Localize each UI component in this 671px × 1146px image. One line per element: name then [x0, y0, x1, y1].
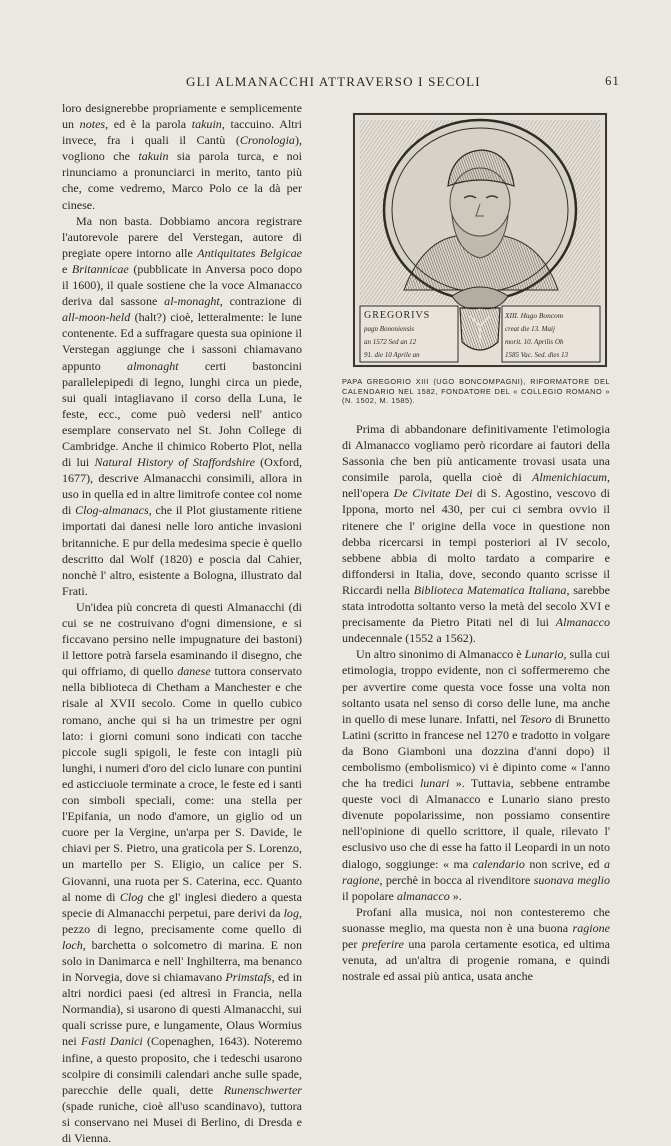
italic-run: Biblioteca Matematica Italiana — [413, 582, 567, 597]
paragraph — [342, 421, 610, 646]
italic-run: Runenschwerter — [223, 1082, 302, 1097]
inscription-line: 1585 Vac. Sed. dies 13 — [505, 351, 568, 359]
italic-run: Clog — [119, 889, 144, 904]
italic-run: Almanacco — [555, 615, 610, 630]
text-run: per — [342, 937, 362, 951]
paragraph — [62, 100, 302, 213]
italic-run: preferire — [361, 937, 404, 951]
italic-run: Fasti Danici — [80, 1034, 143, 1049]
text-run: (Oxford, 1677), descrive Almanacchi consimili, allora in uso in quella ed in altre limitrofe contee col nome di — [62, 455, 302, 518]
italic-run: log — [283, 905, 299, 920]
text-run: , nell'opera — [342, 470, 610, 501]
italic-run: De Civitate Dei — [393, 486, 473, 501]
text-run: , ed è la parola — [105, 117, 192, 132]
running-head-title: GLI ALMANACCHI ATTRAVERSO I SECOLI — [186, 74, 481, 89]
text-run: Un'idea più concreta di questi Almanacchi (di cui se ne costruivano d'ogni dimensione, e si ficcavano persino nelle impugnature dei bastoni) il lettore potrà farsela esaminando il disegno, che qui offriamo, di quello — [62, 599, 302, 679]
portrait-engraving — [352, 112, 608, 368]
text-run: , barchetta o solcometro di marina. E non solo in Danimarca e nell' Inghilterra, ma benanco in Norvegia, dove si chiamavano — [62, 937, 302, 985]
text-run: sia parola turca, e noi rinunciamo a pronunciarci in merito, tanto più che, come vedremo, Marco Polo ce la dà per cinese. — [62, 149, 303, 212]
inscription-line: GREGORIVS — [364, 310, 431, 321]
inscription-line: 91. die 10 Aprile an — [364, 351, 420, 359]
italic-run: takuin — [191, 117, 222, 132]
text-run: , sulla cui etimologia, troppo evidente, non ci soffermeremo che per avvertire come questa voce fosse una volta non soltanto usata nel senso di corso delle lune, ma anche in quello di mese lunare. Infatti, nel — [342, 647, 610, 726]
italic-run: suonava meglio — [533, 872, 611, 887]
inscription-line: pagn Bononiensis — [364, 325, 414, 333]
text-run: tuttora conservato nella biblioteca di Chetham a Manchester e che risale al XVII secolo. Come in quello cubico romano, anche qui si ha un trimestre per ogni lato: i giorni comuni sono indicati con tacche piccole sugli spigoli, le feste con intagli più lunghi, i numeri d'oro del ciclo lunare con puntini ed asticciuole terminate a croce, le feste ed i santi con simboli speciali, come: una stella per l'Epifania, un nodo d'amore, un giglio od un cuore per la Vergine, un'arpa per S. Davide, le chiavi per S. Pietro, una graticola per S. Lorenzo, un martello per S. Eligio, un calice per S. Giovanni, una ruota per S. Caterina, ecc. Quanto al nome di — [62, 664, 302, 904]
text-run: , pezzo di legno, precisamente come quello di — [62, 905, 302, 936]
italic-run: Cronologia — [239, 133, 295, 148]
italic-run: Almenichiacum — [532, 470, 607, 485]
text-run: Prima di abbandonare definitivamente l'etimologia di Almanacco vogliamo però ricordare ai fautori della Sassonia che ben più anticamente trovasi usata una consimile parola, quella cioè di — [342, 422, 610, 485]
italic-run: takuin — [138, 149, 169, 164]
page-number: 61 — [605, 74, 620, 88]
italic-run: loch — [62, 937, 83, 952]
italic-run: notes — [79, 117, 106, 132]
text-run: certi bastoncini parallelepipedi di legno, lunghi circa un piede, sui quali intagliavano il corso della Luna, le feste, ecc., come può vedersi nell' antico esemplare conservato nel St. John College di Cambridge. Anche il chimico Roberto Plot, nella di lui — [62, 358, 302, 470]
italic-run: almanacco — [396, 888, 450, 903]
text-run: , che il Plot giustamente ritiene importati dai danesi nelle loro antiche invasioni britanniche. E pur della medesima specie è quello descritto dal Wolf (1820) e poscia dal Cahier, nonchè l' altro, esistente a Bologna, illustrato dal Frati. — [62, 503, 302, 598]
italic-run: Natural History of Staffordshire — [94, 455, 255, 470]
italic-run: Clog-almanacs — [75, 503, 149, 518]
text-run: (Copenaghen, 1643). Noteremo infine, a questo proposito, che i tedeschi usarono scolpire di consimili calendari anche sulle spade, parecchie delle quali, dette — [62, 1034, 303, 1097]
text-run: (halt?) cioè, letteralmente: le lune contenente. Ed a suffragare questa sua opinione il Verstegan aggiunge che i sassoni chiamavano appunto — [62, 310, 302, 373]
text-run: , taccuino. Altri invece, fra i quali il Cantù ( — [62, 117, 302, 148]
text-run: e — [62, 261, 72, 276]
left-column — [62, 100, 302, 1146]
inscription-line: an 1572 Sed an 12 — [364, 338, 417, 346]
italic-run: Antiquitates Belgicae — [197, 245, 303, 260]
italic-run: Lunario — [524, 647, 564, 662]
inscription-line: morit. 10. Aprilis Ob — [505, 338, 564, 346]
italic-run: calendario — [472, 856, 525, 871]
italic-run: a ragione — [342, 856, 610, 887]
text-run: Profani alla musica, noi non contesteremo che suonasse meglio, ma questa non è una buona — [342, 904, 610, 935]
figure-caption: PAPA GREGORIO XIII (UGO BONCOMPAGNI), RIFORMATORE DEL CALENDARIO NEL 1582, FONDATORE DEL « COLLEGIO ROMANO » (N. 1502, M. 1585). — [342, 377, 610, 406]
paragraph — [62, 213, 302, 599]
text-run: , contrazione di — [219, 294, 302, 309]
italic-run: danese — [177, 664, 211, 679]
text-run: ), vogliono che — [62, 133, 302, 164]
right-column — [342, 421, 610, 984]
text-run: ». Tuttavia, sebbene entrambe queste voci di Almanacco e Lunario siano presto divenute popolarissime, non possiamo consentire nell'opinione di quello scrittore, il quale, rilevato l' esclusivo uso che di esse ha fatto il Leopardi in un noto dialogo, soggiunge: « ma — [342, 776, 610, 871]
text-run: di Brunetto Latini (scritto in francese nel 1270 e tradotto in volgare da Bono Giamboni una dozzina d'anni dopo) il cembolismo (embolismico) vi è dipinto come « l'anno che ha tredici — [342, 711, 610, 791]
text-run: (pubblicate in Anversa poco dopo il 1600), il quale sostiene che la voce Almanacco deriva dal sassone — [62, 261, 303, 309]
text-run: che gl' inglesi diedero a questa specie di Almanacchi perpetui, pare derivi da — [62, 889, 302, 920]
paragraph — [62, 599, 302, 1146]
paragraph — [342, 904, 610, 984]
italic-run: Britannicae — [71, 261, 129, 276]
italic-run: almonaght — [127, 358, 179, 373]
portrait-svg — [352, 112, 608, 368]
text-run: , sarebbe stata introdotta soltanto verso la metà del secolo XVI e precisamente da Pietro Pitati nel di lui — [342, 582, 610, 630]
text-run: , perchè in bocca al rivenditore — [379, 872, 534, 887]
text-run: Un altro sinonimo di Almanacco è — [356, 647, 525, 662]
text-run: il popolare — [342, 888, 397, 903]
text-run: , ed in altri nordici paesi (ed altresì in Francia, nella Normandia), si usarono di questi Almanacchi, sui quali scrisse pure, e lungamente, Olaus Wormius nei — [62, 970, 302, 1049]
text-run: Ma non basta. Dobbiamo ancora registrare l'autorevole parere del Verstegan, autore di pregiate opere intorno alle — [62, 213, 302, 260]
text-run: ». — [449, 888, 462, 903]
text-run: loro designerebbe propriamente e semplicemente un — [62, 101, 302, 132]
coat-of-arms — [460, 308, 500, 350]
text-run: (spade runiche, cioè all'uso scandinavo), tuttora si conservano nei Musei di Berlino, di Dresda e di Vienna. — [62, 1098, 302, 1145]
text-run: una parola certamente esotica, ed ultima venuta, ad un'altra di progenie romana, e quindi nostrale ed assai più antica, usata anche — [342, 937, 610, 984]
italic-run: lunari — [419, 776, 450, 791]
paragraph — [342, 646, 610, 904]
italic-run: all-moon-held — [62, 310, 131, 325]
italic-run: ragione — [572, 920, 610, 935]
text-run: di S. Agostino, vescovo di Ippona, morto nel 430, per cui ci sembra ovvio il ritenere che l' origine della voce in questione non debba ricercarsi in tempi posteriori al IV secolo, sebbene abbia di molto tardato a comparire e diffondersi in Italia, dove, secondo quanto scrisse il Riccardi nella — [342, 486, 610, 597]
text-run: non scrive, ed — [524, 856, 604, 871]
italic-run: Tesoro — [519, 711, 552, 726]
inscription-line: creat die 13. Maij — [505, 325, 555, 333]
text-run: undecennale (1552 a 1562). — [342, 631, 476, 646]
inscription-line: XIII. Hugo Boncom — [505, 311, 564, 320]
italic-run: Primstafs — [225, 970, 272, 985]
italic-run: al-monaght — [164, 294, 220, 309]
